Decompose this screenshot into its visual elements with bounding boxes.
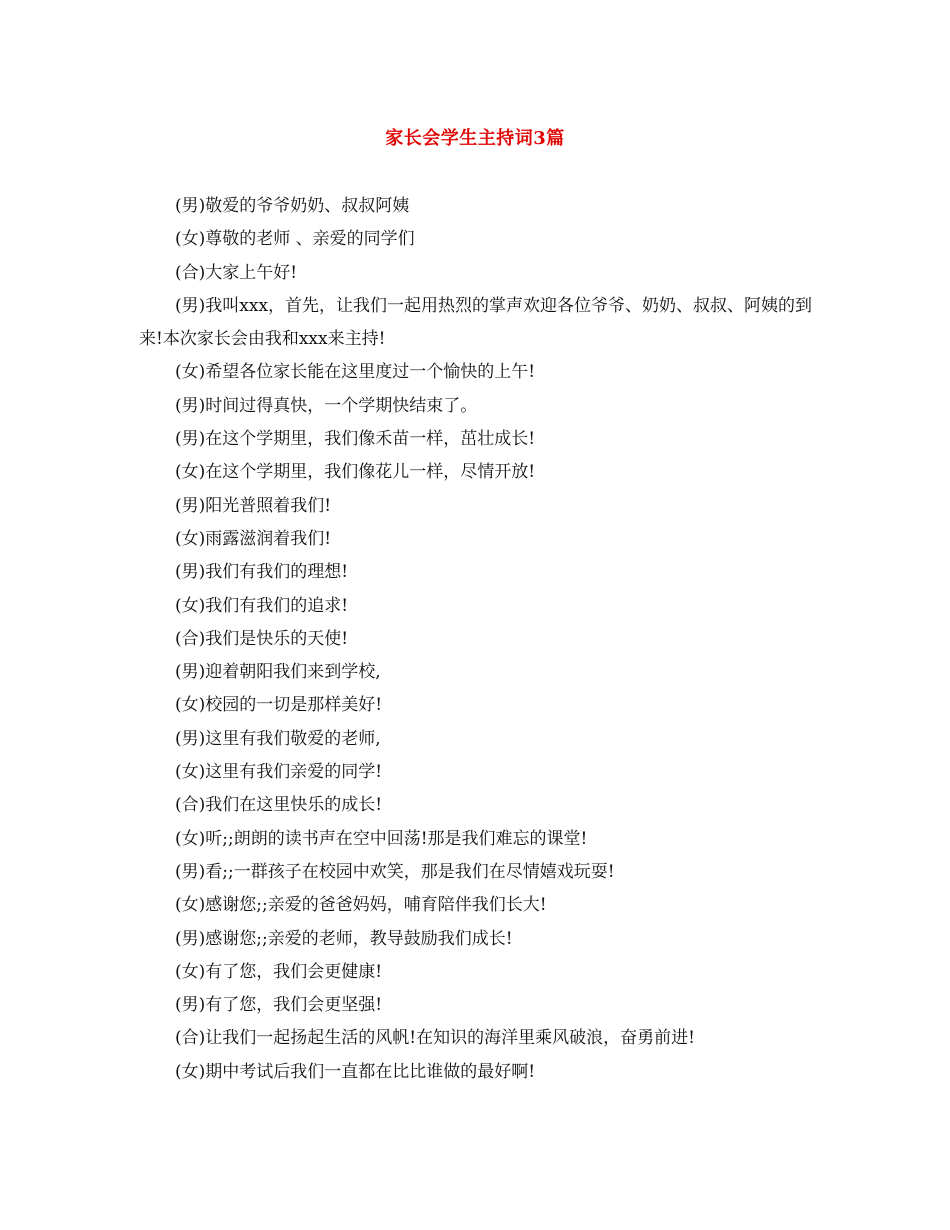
paragraph: (女)有了您，我们会更健康! [175, 961, 383, 982]
paragraph: (女)校园的一切是那样美好! [175, 695, 383, 716]
paragraph: (女)雨露滋润着我们! [175, 528, 332, 549]
paragraph: (女)在这个学期里，我们像花儿一样，尽情开放! [175, 462, 536, 483]
paragraph: (合)让我们一起扬起生活的风帆!在知识的海洋里乘风破浪，奋勇前进! [175, 1028, 695, 1049]
paragraph: (男)时间过得真快，一个学期快结束了。 [175, 395, 478, 416]
paragraph: (男)我们有我们的理想! [175, 562, 349, 583]
paragraph: (女)期中考试后我们一直都在比比谁做的最好啊! [175, 1061, 536, 1082]
paragraph: (男)在这个学期里，我们像禾苗一样，茁壮成长! [175, 429, 536, 450]
paragraph: (合)我们是快乐的天使! [175, 628, 349, 649]
paragraph: (女)希望各位家长能在这里度过一个愉快的上午! [175, 362, 536, 383]
paragraph: (女)这里有我们亲爱的同学! [175, 762, 383, 783]
paragraph: (男)这里有我们敬爱的老师, [175, 728, 381, 749]
paragraph: (男)感谢您;;亲爱的老师，教导鼓励我们成长! [175, 928, 513, 949]
paragraph: (合)我们在这里快乐的成长! [175, 795, 383, 816]
paragraph: (男)敬爱的爷爷奶奶、叔叔阿姨 [175, 196, 410, 216]
document-body [139, 190, 819, 1089]
paragraph: (女)感谢您;;亲爱的爸爸妈妈，哺育陪伴我们长大! [175, 895, 547, 916]
paragraph: (女)听;;朗朗的读书声在空中回荡!那是我们难忘的课堂! [175, 828, 588, 849]
paragraph: (女)尊敬的老师 、亲爱的同学们 [175, 229, 415, 250]
paragraph: (男)迎着朝阳我们来到学校, [175, 662, 381, 683]
paragraph: (男)阳光普照着我们! [175, 495, 332, 516]
paragraph: (女)我们有我们的追求! [175, 595, 349, 616]
document-title: 家长会学生主持词3篇 [385, 128, 565, 149]
paragraph: (男)看;;一群孩子在校园中欢笑，那是我们在尽情嬉戏玩耍! [175, 861, 615, 882]
paragraph: (男)有了您，我们会更坚强! [175, 995, 383, 1016]
paragraph: (男)我叫xxx，首先，让我们一起用热烈的掌声欢迎各位爷爷、奶奶、叔叔、阿姨的到来!本次家长会由我和xxx来主持! [139, 295, 813, 350]
paragraph: (合)大家上午好! [175, 262, 298, 283]
